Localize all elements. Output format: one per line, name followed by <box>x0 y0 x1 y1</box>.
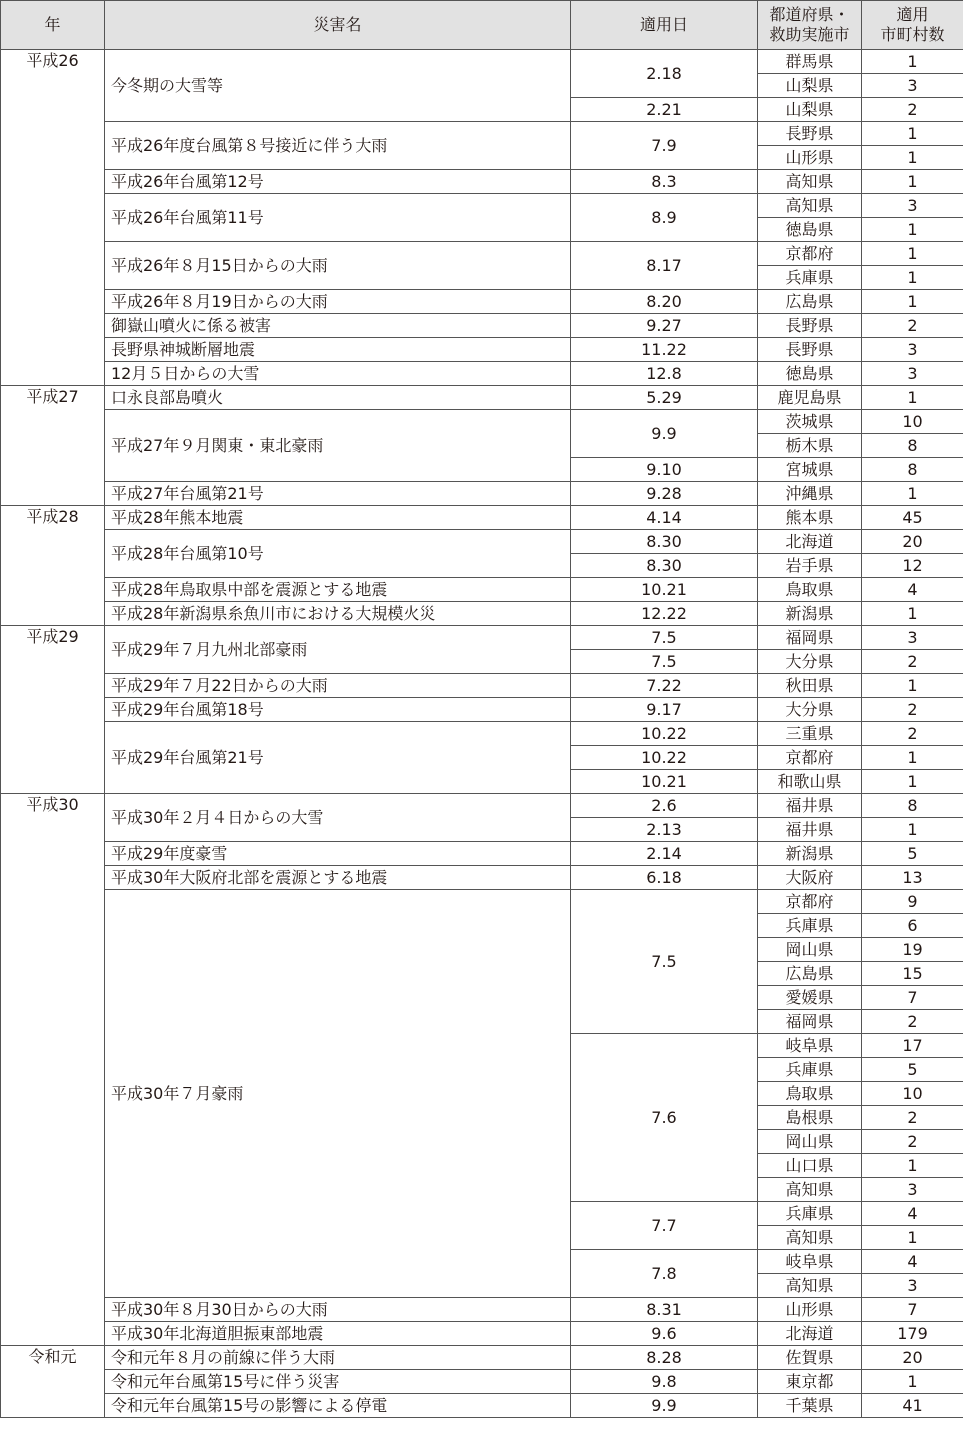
prefecture-cell: 沖縄県 <box>758 482 862 506</box>
date-cell: 2.14 <box>571 842 758 866</box>
date-cell: 6.18 <box>571 866 758 890</box>
header-municipality-count <box>862 1 963 50</box>
table-row <box>1 674 963 698</box>
table-row <box>1 1394 963 1418</box>
table-row <box>1 362 963 386</box>
prefecture-cell: 大分県 <box>758 698 862 722</box>
date-cell: 4.14 <box>571 506 758 530</box>
header-row <box>1 1 963 50</box>
date-cell: 7.8 <box>571 1250 758 1298</box>
date-cell: 7.5 <box>571 626 758 650</box>
prefecture-cell: 徳島県 <box>758 362 862 386</box>
table-row <box>1 578 963 602</box>
municipality-count-cell: 1 <box>862 290 963 314</box>
municipality-count-cell: 13 <box>862 866 963 890</box>
table-row <box>1 1346 963 1370</box>
prefecture-cell: 兵庫県 <box>758 914 862 938</box>
municipality-count-cell: 1 <box>862 1370 963 1394</box>
disaster-name-cell: 平成30年８月30日からの大雨 <box>105 1298 571 1322</box>
table-row <box>1 890 963 914</box>
prefecture-cell: 山口県 <box>758 1154 862 1178</box>
date-cell: 7.22 <box>571 674 758 698</box>
date-cell: 12.22 <box>571 602 758 626</box>
date-cell: 7.7 <box>571 1202 758 1250</box>
prefecture-cell: 広島県 <box>758 962 862 986</box>
table-row <box>1 722 963 746</box>
prefecture-cell: 鹿児島県 <box>758 386 862 410</box>
disaster-name-cell: 平成30年７月豪雨 <box>105 890 571 1298</box>
prefecture-cell: 北海道 <box>758 1322 862 1346</box>
prefecture-cell: 岐阜県 <box>758 1034 862 1058</box>
table-row <box>1 602 963 626</box>
disaster-name-cell: 平成30年北海道胆振東部地震 <box>105 1322 571 1346</box>
municipality-count-cell: 45 <box>862 506 963 530</box>
municipality-count-cell: 1 <box>862 674 963 698</box>
date-cell: 12.8 <box>571 362 758 386</box>
disaster-name-cell: 平成28年鳥取県中部を震源とする地震 <box>105 578 571 602</box>
table-row <box>1 1298 963 1322</box>
municipality-count-cell: 3 <box>862 338 963 362</box>
prefecture-cell: 京都府 <box>758 890 862 914</box>
municipality-count-cell: 1 <box>862 1154 963 1178</box>
date-cell: 9.10 <box>571 458 758 482</box>
prefecture-cell: 岩手県 <box>758 554 862 578</box>
date-cell: 9.28 <box>571 482 758 506</box>
prefecture-cell: 新潟県 <box>758 602 862 626</box>
table-row <box>1 626 963 650</box>
date-cell: 8.30 <box>571 554 758 578</box>
date-cell: 2.21 <box>571 98 758 122</box>
date-cell: 10.22 <box>571 722 758 746</box>
table-row <box>1 1370 963 1394</box>
disaster-name-cell: 平成26年台風第12号 <box>105 170 571 194</box>
date-cell: 11.22 <box>571 338 758 362</box>
municipality-count-cell: 15 <box>862 962 963 986</box>
municipality-count-cell: 3 <box>862 1178 963 1202</box>
prefecture-cell: 山梨県 <box>758 98 862 122</box>
municipality-count-cell: 41 <box>862 1394 963 1418</box>
year-cell: 平成28 <box>1 506 105 626</box>
disaster-name-cell: 平成26年８月15日からの大雨 <box>105 242 571 290</box>
table-row <box>1 386 963 410</box>
disaster-name-cell: 令和元年台風第15号に伴う災害 <box>105 1370 571 1394</box>
disaster-name-cell: 平成28年台風第10号 <box>105 530 571 578</box>
municipality-count-cell: 20 <box>862 1346 963 1370</box>
municipality-count-cell: 3 <box>862 74 963 98</box>
prefecture-cell: 高知県 <box>758 170 862 194</box>
municipality-count-cell: 1 <box>862 266 963 290</box>
date-cell: 7.6 <box>571 1034 758 1202</box>
date-cell: 8.30 <box>571 530 758 554</box>
prefecture-cell: 長野県 <box>758 122 862 146</box>
header-prefecture-line1: 都道府県・ <box>769 5 850 24</box>
prefecture-cell: 高知県 <box>758 194 862 218</box>
date-cell: 9.17 <box>571 698 758 722</box>
prefecture-cell: 広島県 <box>758 290 862 314</box>
prefecture-cell: 和歌山県 <box>758 770 862 794</box>
prefecture-cell: 岡山県 <box>758 1130 862 1154</box>
table-row <box>1 314 963 338</box>
header-disaster-name: 災害名 <box>105 1 571 50</box>
municipality-count-cell: 2 <box>862 1010 963 1034</box>
disaster-name-cell: 平成26年台風第11号 <box>105 194 571 242</box>
prefecture-cell: 茨城県 <box>758 410 862 434</box>
prefecture-cell: 高知県 <box>758 1274 862 1298</box>
table-row <box>1 698 963 722</box>
municipality-count-cell: 5 <box>862 1058 963 1082</box>
disaster-name-cell: 平成30年大阪府北部を震源とする地震 <box>105 866 571 890</box>
table-row <box>1 122 963 146</box>
prefecture-cell: 長野県 <box>758 314 862 338</box>
date-cell: 2.6 <box>571 794 758 818</box>
date-cell: 8.20 <box>571 290 758 314</box>
prefecture-cell: 高知県 <box>758 1226 862 1250</box>
year-cell: 平成29 <box>1 626 105 794</box>
disaster-name-cell: 平成29年７月九州北部豪雨 <box>105 626 571 674</box>
table-row <box>1 290 963 314</box>
municipality-count-cell: 10 <box>862 1082 963 1106</box>
prefecture-cell: 山梨県 <box>758 74 862 98</box>
date-cell: 9.8 <box>571 1370 758 1394</box>
date-cell: 9.9 <box>571 410 758 458</box>
municipality-count-cell: 20 <box>862 530 963 554</box>
municipality-count-cell: 2 <box>862 650 963 674</box>
prefecture-cell: 東京都 <box>758 1370 862 1394</box>
table-row <box>1 506 963 530</box>
year-cell: 平成30 <box>1 794 105 1346</box>
table-row <box>1 530 963 554</box>
date-cell: 9.6 <box>571 1322 758 1346</box>
disaster-name-cell: 平成27年９月関東・東北豪雨 <box>105 410 571 482</box>
table-row <box>1 338 963 362</box>
prefecture-cell: 山形県 <box>758 1298 862 1322</box>
prefecture-cell: 鳥取県 <box>758 1082 862 1106</box>
header-year: 年 <box>1 1 105 50</box>
table-row <box>1 170 963 194</box>
disaster-name-cell: 平成26年８月19日からの大雨 <box>105 290 571 314</box>
municipality-count-cell: 3 <box>862 194 963 218</box>
date-cell: 10.22 <box>571 746 758 770</box>
disaster-name-cell: 平成28年新潟県糸魚川市における大規模火災 <box>105 602 571 626</box>
disaster-name-cell: 長野県神城断層地震 <box>105 338 571 362</box>
prefecture-cell: 京都府 <box>758 746 862 770</box>
municipality-count-cell: 2 <box>862 698 963 722</box>
prefecture-cell: 愛媛県 <box>758 986 862 1010</box>
municipality-count-cell: 1 <box>862 746 963 770</box>
table-row <box>1 1322 963 1346</box>
municipality-count-cell: 1 <box>862 122 963 146</box>
municipality-count-cell: 1 <box>862 602 963 626</box>
table-row <box>1 194 963 218</box>
municipality-count-cell: 1 <box>862 386 963 410</box>
disaster-name-cell: 口永良部島噴火 <box>105 386 571 410</box>
municipality-count-cell: 4 <box>862 1202 963 1226</box>
municipality-count-cell: 1 <box>862 482 963 506</box>
prefecture-cell: 徳島県 <box>758 218 862 242</box>
date-cell: 10.21 <box>571 578 758 602</box>
municipality-count-cell: 1 <box>862 1226 963 1250</box>
date-cell: 9.27 <box>571 314 758 338</box>
date-cell: 7.9 <box>571 122 758 170</box>
date-cell: 2.18 <box>571 50 758 98</box>
prefecture-cell: 島根県 <box>758 1106 862 1130</box>
disaster-name-cell: 12月５日からの大雪 <box>105 362 571 386</box>
municipality-count-cell: 179 <box>862 1322 963 1346</box>
prefecture-cell: 高知県 <box>758 1178 862 1202</box>
disaster-name-cell: 御嶽山噴火に係る被害 <box>105 314 571 338</box>
table-row <box>1 242 963 266</box>
municipality-count-cell: 12 <box>862 554 963 578</box>
municipality-count-cell: 2 <box>862 722 963 746</box>
municipality-count-cell: 2 <box>862 98 963 122</box>
date-cell: 9.9 <box>571 1394 758 1418</box>
disaster-name-cell: 令和元年８月の前線に伴う大雨 <box>105 1346 571 1370</box>
disaster-name-cell: 平成29年７月22日からの大雨 <box>105 674 571 698</box>
date-cell: 10.21 <box>571 770 758 794</box>
disaster-name-cell: 平成26年度台風第８号接近に伴う大雨 <box>105 122 571 170</box>
municipality-count-cell: 8 <box>862 794 963 818</box>
table-row <box>1 482 963 506</box>
disaster-name-cell: 平成30年２月４日からの大雪 <box>105 794 571 842</box>
prefecture-cell: 新潟県 <box>758 842 862 866</box>
prefecture-cell: 群馬県 <box>758 50 862 74</box>
disaster-name-cell: 今冬期の大雪等 <box>105 50 571 122</box>
prefecture-cell: 兵庫県 <box>758 1202 862 1226</box>
municipality-count-cell: 2 <box>862 314 963 338</box>
table-row <box>1 50 963 74</box>
prefecture-cell: 兵庫県 <box>758 266 862 290</box>
prefecture-cell: 秋田県 <box>758 674 862 698</box>
municipality-count-cell: 2 <box>862 1130 963 1154</box>
date-cell: 8.3 <box>571 170 758 194</box>
prefecture-cell: 長野県 <box>758 338 862 362</box>
municipality-count-cell: 10 <box>862 410 963 434</box>
municipality-count-cell: 19 <box>862 938 963 962</box>
prefecture-cell: 京都府 <box>758 242 862 266</box>
municipality-count-cell: 1 <box>862 242 963 266</box>
header-prefecture <box>758 1 862 50</box>
prefecture-cell: 福井県 <box>758 794 862 818</box>
municipality-count-cell: 8 <box>862 434 963 458</box>
municipality-count-cell: 1 <box>862 770 963 794</box>
prefecture-cell: 福岡県 <box>758 626 862 650</box>
year-cell: 令和元 <box>1 1346 105 1418</box>
municipality-count-cell: 8 <box>862 458 963 482</box>
municipality-count-cell: 1 <box>862 818 963 842</box>
disaster-name-cell: 平成29年台風第21号 <box>105 722 571 794</box>
header-count-line1: 適用 <box>896 5 929 24</box>
municipality-count-cell: 17 <box>862 1034 963 1058</box>
date-cell: 7.5 <box>571 890 758 1034</box>
prefecture-cell: 山形県 <box>758 146 862 170</box>
header-count-line2: 市町村数 <box>880 25 945 44</box>
table-row <box>1 410 963 434</box>
header-date: 適用日 <box>571 1 758 50</box>
date-cell: 2.13 <box>571 818 758 842</box>
prefecture-cell: 佐賀県 <box>758 1346 862 1370</box>
disaster-name-cell: 令和元年台風第15号の影響による停電 <box>105 1394 571 1418</box>
prefecture-cell: 大阪府 <box>758 866 862 890</box>
date-cell: 8.28 <box>571 1346 758 1370</box>
municipality-count-cell: 7 <box>862 986 963 1010</box>
municipality-count-cell: 4 <box>862 1250 963 1274</box>
date-cell: 7.5 <box>571 650 758 674</box>
date-cell: 5.29 <box>571 386 758 410</box>
prefecture-cell: 栃木県 <box>758 434 862 458</box>
municipality-count-cell: 3 <box>862 1274 963 1298</box>
table-row <box>1 866 963 890</box>
municipality-count-cell: 1 <box>862 218 963 242</box>
prefecture-cell: 岡山県 <box>758 938 862 962</box>
municipality-count-cell: 4 <box>862 578 963 602</box>
disaster-name-cell: 平成28年熊本地震 <box>105 506 571 530</box>
date-cell: 8.17 <box>571 242 758 290</box>
date-cell: 8.9 <box>571 194 758 242</box>
year-cell: 平成26 <box>1 50 105 386</box>
disaster-name-cell: 平成29年度豪雪 <box>105 842 571 866</box>
municipality-count-cell: 6 <box>862 914 963 938</box>
municipality-count-cell: 1 <box>862 146 963 170</box>
prefecture-cell: 千葉県 <box>758 1394 862 1418</box>
table-body <box>1 50 963 1418</box>
municipality-count-cell: 1 <box>862 170 963 194</box>
prefecture-cell: 宮城県 <box>758 458 862 482</box>
table-row <box>1 842 963 866</box>
disaster-name-cell: 平成29年台風第18号 <box>105 698 571 722</box>
prefecture-cell: 岐阜県 <box>758 1250 862 1274</box>
municipality-count-cell: 9 <box>862 890 963 914</box>
municipality-count-cell: 3 <box>862 626 963 650</box>
prefecture-cell: 鳥取県 <box>758 578 862 602</box>
year-cell: 平成27 <box>1 386 105 506</box>
prefecture-cell: 兵庫県 <box>758 1058 862 1082</box>
table-row <box>1 794 963 818</box>
prefecture-cell: 大分県 <box>758 650 862 674</box>
prefecture-cell: 福岡県 <box>758 1010 862 1034</box>
municipality-count-cell: 1 <box>862 50 963 74</box>
disaster-name-cell: 平成27年台風第21号 <box>105 482 571 506</box>
prefecture-cell: 熊本県 <box>758 506 862 530</box>
header-prefecture-line2: 救助実施市 <box>769 25 850 44</box>
prefecture-cell: 北海道 <box>758 530 862 554</box>
municipality-count-cell: 2 <box>862 1106 963 1130</box>
municipality-count-cell: 5 <box>862 842 963 866</box>
municipality-count-cell: 7 <box>862 1298 963 1322</box>
municipality-count-cell: 3 <box>862 362 963 386</box>
prefecture-cell: 三重県 <box>758 722 862 746</box>
prefecture-cell: 福井県 <box>758 818 862 842</box>
date-cell: 8.31 <box>571 1298 758 1322</box>
